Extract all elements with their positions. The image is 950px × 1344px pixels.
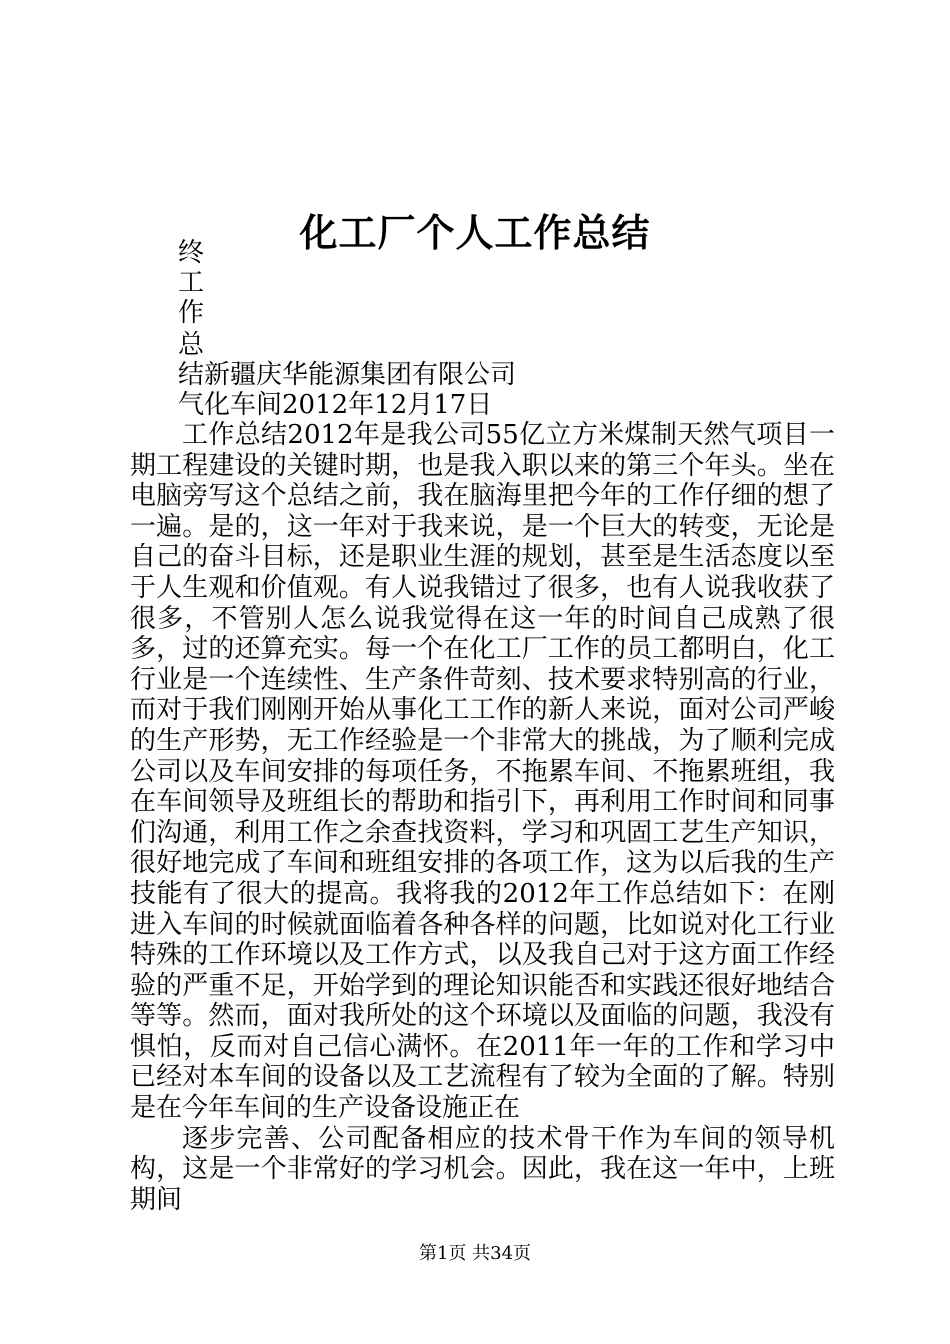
document-body	[130, 420, 835, 1215]
paragraph-2: 逐步完善、公司配备相应的技术骨干作为车间的领导机构，这是一个非常好的学习机会。因此，我在这一年中，上班期间	[130, 1123, 835, 1215]
company-line: 结新疆庆华能源集团有限公司	[178, 360, 517, 390]
date-line: 气化车间2012年12月17日	[178, 390, 493, 420]
paragraph-1: 工作总结2012年是我公司55亿立方米煤制天然气项目一期工程建设的关键时期，也是我入职以来的第三个年头。坐在电脑旁写这个总结之前，我在脑海里把今年的工作仔细的想了一遍。是的，这一年对于我来说，是一个巨大的转变，无论是自己的奋斗目标，还是职业生涯的规划，甚至是生活态度以至于人生观和价值观。有人说我错过了很多，也有人说我收获了很多，不管别人怎么说我觉得在这一年的时间自己成熟了很多，过的还算充实。每一个在化工厂工作的员工都明白，化工行业是一个连续性、生产条件苛刻、技术要求特别高的行业，而对于我们刚刚开始从事化工工作的新人来说，面对公司严峻的生产形势，无工作经验是一个非常大的挑战，为了顺利完成公司以及车间安排的每项任务，不拖累车间、不拖累班组，我在车间领导及班组长的帮助和指引下，再利用工作时间和同事们沟通，利用工作之余查找资料，学习和巩固工艺生产知识，很好地完成了车间和班组安排的各项工作，这为以后我的生产技能有了很大的提高。我将我的2012年工作总结如下：在刚进入车间的时候就面临着各种各样的问题，比如说对化工行业特殊的工作环境以及工作方式，以及我自己对于这方面工作经验的严重不足，开始学到的理论知识能否和实践还很好地结合等等。然而，面对我所处的这个环境以及面临的问题，我没有惧怕，反而对自己信心满怀。在2011年一年的工作和学习中已经对本车间的设备以及工艺流程有了较为全面的了解。特别是在今年车间的生产设备设施正在	[130, 420, 835, 1124]
document-title: 化工厂个人工作总结	[299, 210, 651, 256]
page-footer: 第1页 共34页	[418, 1243, 532, 1264]
vertical-char-3: 作	[178, 298, 205, 328]
vertical-char-2: 工	[178, 268, 205, 298]
vertical-char-4: 总	[178, 330, 205, 360]
vertical-char-1: 终	[178, 238, 205, 268]
